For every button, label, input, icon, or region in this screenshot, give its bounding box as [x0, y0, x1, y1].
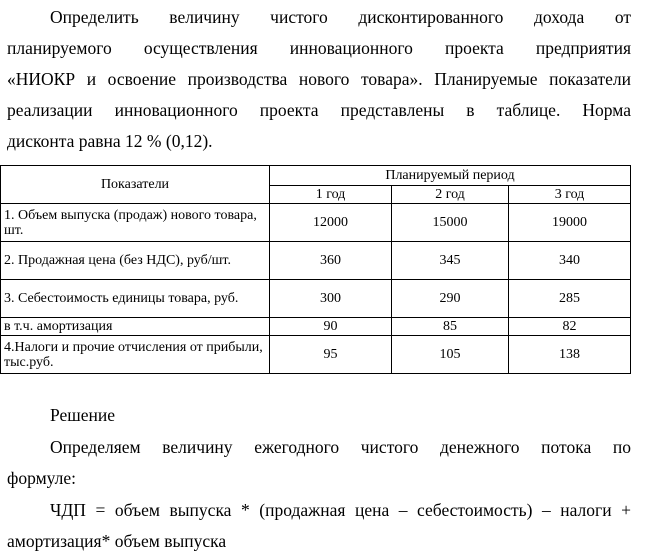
- problem-statement: [7, 2, 631, 157]
- year-header: 2 год: [392, 186, 509, 204]
- cell-value: 82: [509, 318, 631, 336]
- cell-value: 360: [270, 242, 392, 280]
- cell-value: 90: [270, 318, 392, 336]
- indicators-table: [0, 165, 631, 374]
- cell-value: 290: [392, 280, 509, 318]
- row-label: 1. Объем выпуска (продаж) нового товара, шт.: [1, 204, 270, 242]
- cell-value: 85: [392, 318, 509, 336]
- indicators-header: Показатели: [1, 166, 270, 204]
- table-row: [1, 318, 631, 336]
- problem-line: Определить величину чистого дисконтированного дохода от: [50, 7, 631, 27]
- formula-line: ЧДП = объем выпуска * (продажная цена – себестоимость) – налоги +: [50, 500, 631, 520]
- formula-paragraph: [7, 495, 631, 557]
- solution-line: Определяем величину ежегодного чистого денежного потока по: [50, 437, 631, 457]
- table-row: [1, 204, 631, 242]
- row-label: 4.Налоги и прочие отчисления от прибыли, тыс.руб.: [1, 336, 270, 374]
- row-label: в т.ч. амортизация: [1, 318, 270, 336]
- row-label: 2. Продажная цена (без НДС), руб/шт.: [1, 242, 270, 280]
- table-row: [1, 242, 631, 280]
- solution-heading: Решение: [50, 405, 116, 425]
- solution-line: формуле:: [7, 468, 76, 488]
- year-header: 1 год: [270, 186, 392, 204]
- table-header-row: [1, 166, 631, 186]
- row-label: 3. Себестоимость единицы товара, руб.: [1, 280, 270, 318]
- problem-line: планируемого осуществления инновационного проекта предприятия: [7, 38, 631, 58]
- problem-line: дисконта равна 12 % (0,12).: [7, 131, 213, 151]
- cell-value: 285: [509, 280, 631, 318]
- period-header: Планируемый период: [270, 166, 631, 186]
- formula-line: амортизация* объем выпуска: [7, 531, 227, 551]
- problem-line: реализации инновационного проекта представлены в таблице. Норма: [7, 100, 631, 120]
- year-header: 3 год: [509, 186, 631, 204]
- table-row: [1, 336, 631, 374]
- table-row: [1, 280, 631, 318]
- cell-value: 105: [392, 336, 509, 374]
- cell-value: 95: [270, 336, 392, 374]
- cell-value: 340: [509, 242, 631, 280]
- problem-line: «НИОКР и освоение производства нового товара». Планируемые показатели: [7, 69, 631, 89]
- cell-value: 15000: [392, 204, 509, 242]
- cell-value: 138: [509, 336, 631, 374]
- cell-value: 300: [270, 280, 392, 318]
- cell-value: 12000: [270, 204, 392, 242]
- cell-value: 345: [392, 242, 509, 280]
- cell-value: 19000: [509, 204, 631, 242]
- solution-paragraph: [7, 432, 631, 494]
